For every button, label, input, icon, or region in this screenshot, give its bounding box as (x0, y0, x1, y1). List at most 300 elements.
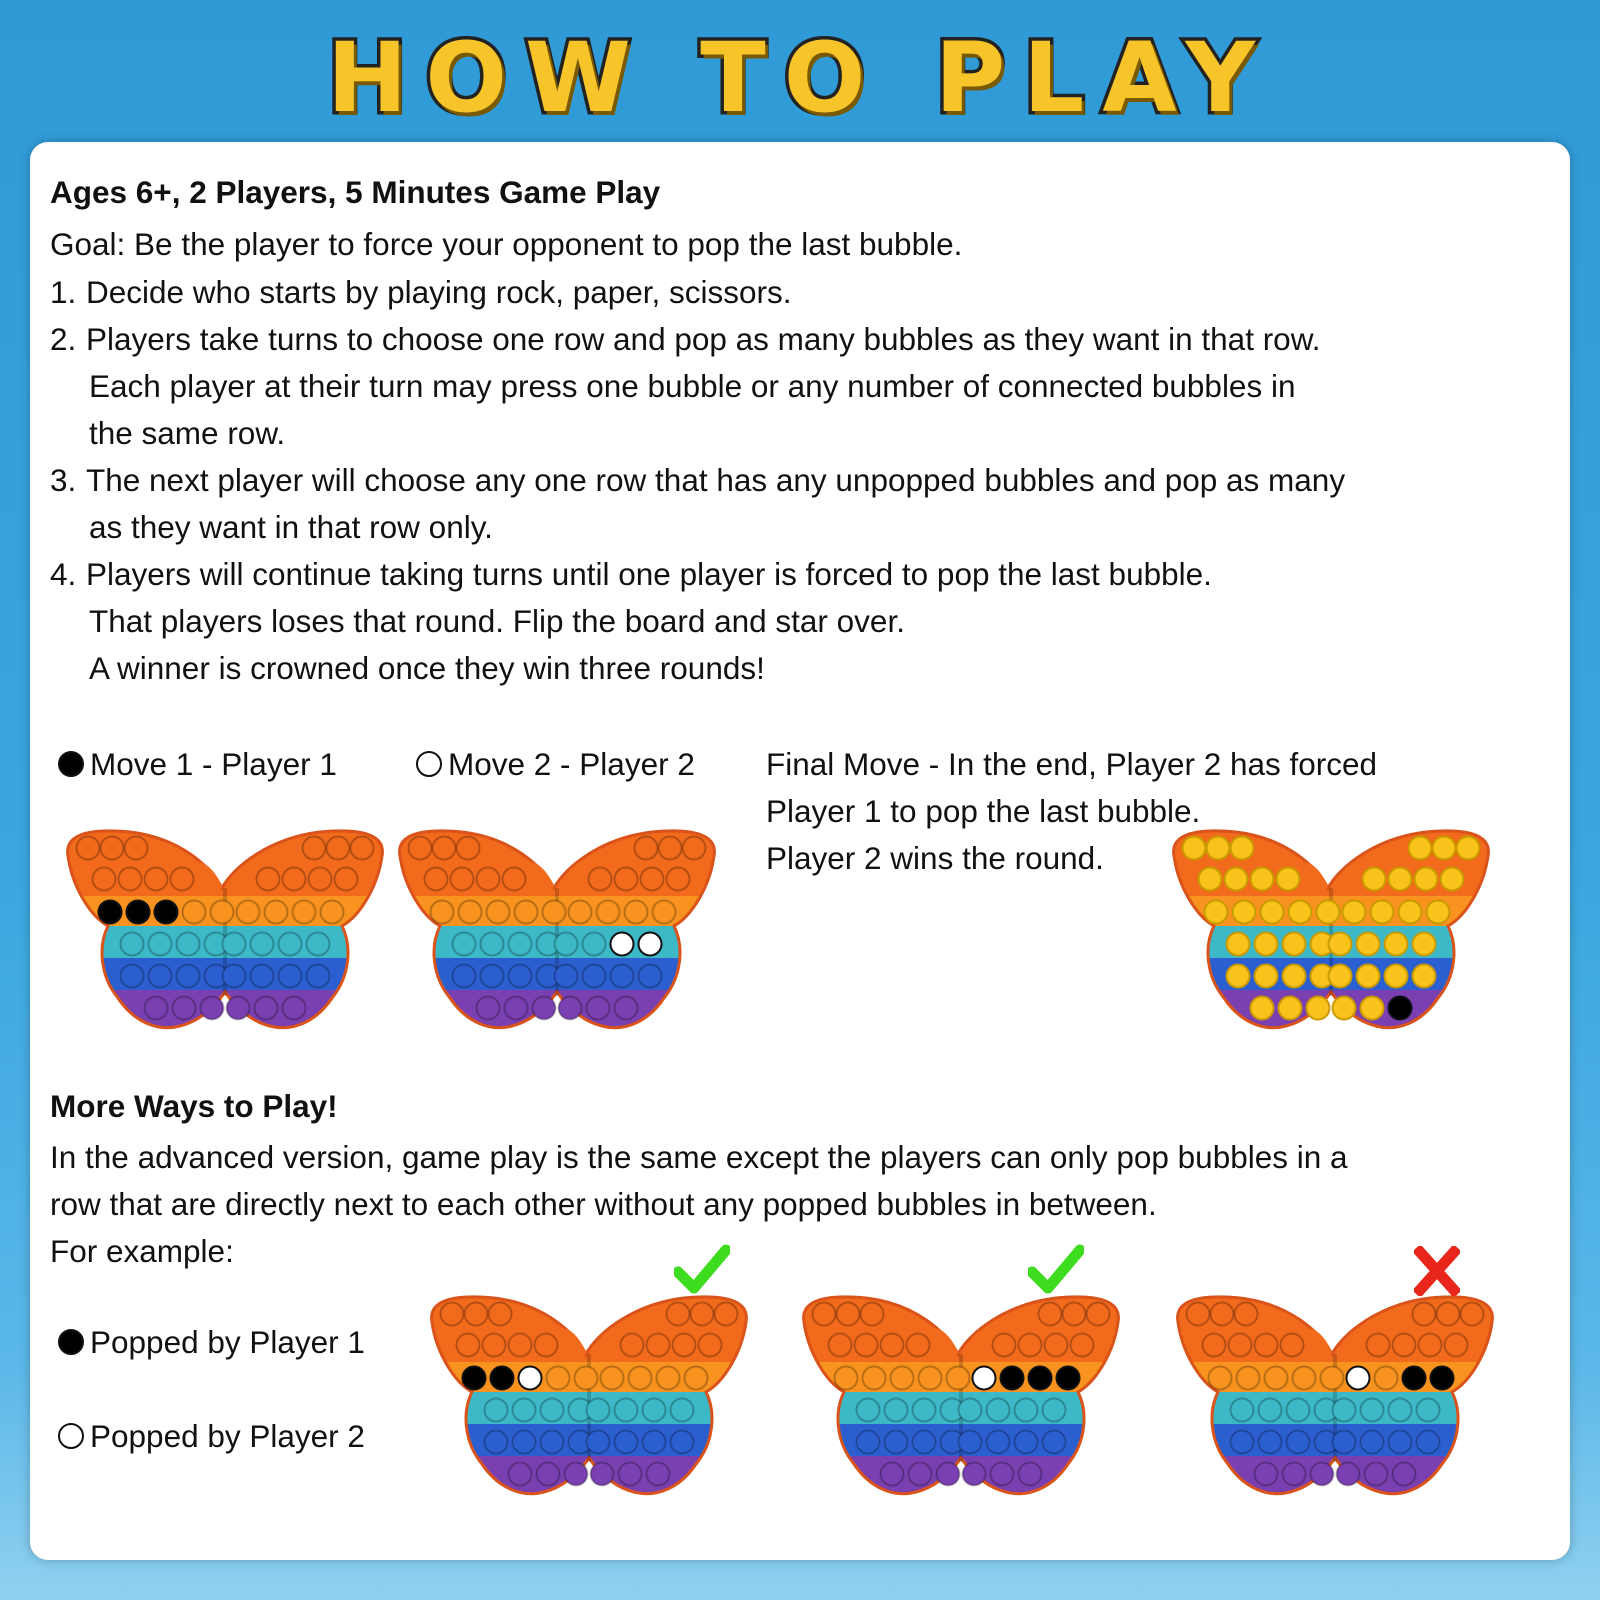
filled-dot-icon (58, 751, 84, 777)
bubble (1371, 901, 1394, 924)
cross-icon (1414, 1246, 1460, 1296)
bubble (483, 1334, 506, 1357)
bubble (1279, 997, 1302, 1020)
bubble (1211, 1303, 1234, 1326)
bubble (537, 1463, 560, 1486)
step-4-number: 4. (50, 556, 77, 592)
bubble (569, 901, 592, 924)
bubble (625, 901, 648, 924)
bubble (555, 965, 578, 988)
butterfly-board-move-2 (392, 826, 722, 1041)
bubble (1087, 1303, 1110, 1326)
bubble (1205, 901, 1228, 924)
step-4-text-line2: That players loses that round. Flip the board and star over. (89, 603, 905, 639)
bubble (1419, 1334, 1442, 1357)
bubble (1293, 1367, 1316, 1390)
step-3-text-line2: as they want in that row only. (89, 509, 493, 545)
bubble (715, 1303, 738, 1326)
bubble (1389, 868, 1412, 891)
bubble (647, 1334, 670, 1357)
bubble (643, 1399, 666, 1422)
bubble (963, 1463, 986, 1486)
bubble (201, 997, 224, 1020)
bubble (481, 933, 504, 956)
bubble (1287, 1399, 1310, 1422)
bubble (431, 901, 454, 924)
legend-player-1 (58, 1318, 365, 1366)
bubble (591, 1463, 614, 1486)
bubble (1461, 1303, 1484, 1326)
bubble (251, 965, 274, 988)
bubble (1415, 868, 1438, 891)
bubble (513, 1431, 536, 1454)
bubble (457, 837, 480, 860)
bubble (615, 868, 638, 891)
bubble (1375, 1367, 1398, 1390)
bubble (1357, 965, 1380, 988)
bubble (1393, 1463, 1416, 1486)
bubble (611, 965, 634, 988)
step-3-number: 3. (50, 462, 77, 498)
bubble (1409, 837, 1432, 860)
bubble (1227, 965, 1250, 988)
bubble (1317, 901, 1340, 924)
bubble (671, 1431, 694, 1454)
bubble (1015, 1431, 1038, 1454)
bubble (509, 933, 532, 956)
bubble (505, 997, 528, 1020)
bubble (463, 1367, 486, 1390)
bubble (1045, 1334, 1068, 1357)
bubble (481, 965, 504, 988)
bubble (1361, 1431, 1384, 1454)
bubble (1385, 933, 1408, 956)
bubble (1457, 837, 1480, 860)
bubble (1437, 1303, 1460, 1326)
bubble (1043, 1431, 1066, 1454)
bubble (1255, 965, 1278, 988)
legend-player-2 (58, 1412, 365, 1460)
bubble (659, 837, 682, 860)
bubble (77, 837, 100, 860)
bubble (1231, 837, 1254, 860)
bubble (857, 1399, 880, 1422)
bubble (1237, 1367, 1260, 1390)
step-1-number: 1. (50, 274, 77, 310)
bubble (425, 868, 448, 891)
bubble (149, 933, 172, 956)
bubble (1403, 1367, 1426, 1390)
bubble (265, 901, 288, 924)
bubble (1433, 837, 1456, 860)
bubble (1265, 1367, 1288, 1390)
bubble (503, 868, 526, 891)
bubble (509, 965, 532, 988)
bubble (451, 868, 474, 891)
bubble (913, 1399, 936, 1422)
final-move-text-line3: Player 2 wins the round. (766, 840, 1104, 876)
bubble (1431, 1367, 1454, 1390)
bubble (1229, 1334, 1252, 1357)
bubble (987, 1399, 1010, 1422)
bubble (183, 901, 206, 924)
bubble (555, 933, 578, 956)
bubble (891, 1367, 914, 1390)
bubble (477, 868, 500, 891)
bubble (307, 965, 330, 988)
bubble (433, 837, 456, 860)
bubble (1227, 933, 1250, 956)
bubble (1209, 1367, 1232, 1390)
bubble (611, 933, 634, 956)
bubble (835, 1367, 858, 1390)
bubble (1311, 1463, 1334, 1486)
bubble (321, 901, 344, 924)
step-2-number: 2. (50, 321, 77, 357)
bubble (1413, 1303, 1436, 1326)
bubble (1251, 868, 1274, 891)
bubble (223, 965, 246, 988)
bubble (223, 933, 246, 956)
bubble (937, 1463, 960, 1486)
bubble (1417, 1399, 1440, 1422)
bubble (1393, 1334, 1416, 1357)
bubble (653, 901, 676, 924)
move-1-label: Move 1 - Player 1 (90, 746, 337, 782)
butterfly-board-final-move (1166, 826, 1496, 1041)
bubble (1363, 868, 1386, 891)
move-2-label: Move 2 - Player 2 (448, 746, 695, 782)
bubble (1321, 1367, 1344, 1390)
bubble (283, 997, 306, 1020)
step-1-text: Decide who starts by playing rock, paper, scissors. (86, 274, 792, 310)
bubble (119, 868, 142, 891)
bubble (1071, 1334, 1094, 1357)
bubble (615, 1431, 638, 1454)
legend-player-1-label: Popped by Player 1 (90, 1324, 365, 1360)
step-2-text: Players take turns to choose one row and pop as many bubbles as they want in that row. (86, 321, 1321, 357)
bubble (1389, 997, 1412, 1020)
bubble (565, 1463, 588, 1486)
bubble (171, 868, 194, 891)
bubble (1057, 1367, 1080, 1390)
bubble (485, 1431, 508, 1454)
bubble (885, 1399, 908, 1422)
bubble (1307, 997, 1330, 1020)
empty-dot-icon (416, 751, 442, 777)
bubble (1019, 1334, 1042, 1357)
bubble (1445, 1334, 1468, 1357)
bubble (155, 901, 178, 924)
bubble (177, 965, 200, 988)
bubble (863, 1367, 886, 1390)
empty-dot-icon (58, 1423, 84, 1449)
butterfly-board-move-1 (60, 826, 390, 1041)
bubble (973, 1367, 996, 1390)
bubble (1207, 837, 1230, 860)
bubble (307, 933, 330, 956)
bubble (309, 868, 332, 891)
bubble (885, 1431, 908, 1454)
bubble (1039, 1303, 1062, 1326)
bubble (881, 1334, 904, 1357)
bubble (283, 868, 306, 891)
bubble (685, 1367, 708, 1390)
bubble (1015, 1399, 1038, 1422)
bubble (293, 901, 316, 924)
bubble (515, 901, 538, 924)
bubble (459, 901, 482, 924)
bubble (1255, 1334, 1278, 1357)
bubble (667, 1303, 690, 1326)
bubble (1283, 1463, 1306, 1486)
bubble (615, 1399, 638, 1422)
bubble (485, 1399, 508, 1422)
bubble (487, 901, 510, 924)
advanced-text-line2: row that are directly next to each other without any popped bubbles in between. (50, 1186, 1157, 1222)
bubble (101, 837, 124, 860)
step-2-text-line2: Each player at their turn may press one bubble or any number of connected bubbles in (89, 368, 1296, 404)
bubble (589, 868, 612, 891)
bubble (643, 1431, 666, 1454)
bubble (913, 1431, 936, 1454)
bubble (1329, 965, 1352, 988)
bubble (173, 997, 196, 1020)
bubble (145, 997, 168, 1020)
bubble (127, 901, 150, 924)
bubble (533, 997, 556, 1020)
example-label: For example: (50, 1233, 234, 1269)
bubble (601, 1367, 624, 1390)
bubble (251, 933, 274, 956)
bubble (1413, 933, 1436, 956)
move-1-caption (58, 740, 337, 788)
bubble (457, 1334, 480, 1357)
bubble (335, 868, 358, 891)
bubble (683, 837, 706, 860)
check-icon (674, 1244, 730, 1296)
bubble (149, 965, 172, 988)
bubble (491, 1367, 514, 1390)
bubble (667, 868, 690, 891)
bubble (237, 901, 260, 924)
final-move-text: Final Move - In the end, Player 2 has forced (766, 746, 1378, 782)
bubble (829, 1334, 852, 1357)
bubble (279, 965, 302, 988)
bubble (1357, 933, 1380, 956)
bubble (837, 1303, 860, 1326)
bubble (583, 933, 606, 956)
bubble (535, 1334, 558, 1357)
bubble (907, 1334, 930, 1357)
bubble (993, 1334, 1016, 1357)
bubble (691, 1303, 714, 1326)
bubble (635, 837, 658, 860)
move-2-caption (416, 740, 695, 788)
bubble (145, 868, 168, 891)
bubble (257, 868, 280, 891)
bubble (1333, 1431, 1356, 1454)
bubble (1283, 965, 1306, 988)
page-title: HOW TO PLAY (327, 22, 1273, 134)
bubble (1251, 997, 1274, 1020)
bubble (541, 1431, 564, 1454)
butterfly-board-example-2 (796, 1292, 1126, 1507)
bubble (303, 837, 326, 860)
bubble (909, 1463, 932, 1486)
bubble (947, 1367, 970, 1390)
bubble (1413, 965, 1436, 988)
bubble (855, 1334, 878, 1357)
bubble (121, 965, 144, 988)
legend-player-2-label: Popped by Player 2 (90, 1418, 365, 1454)
bubble (959, 1399, 982, 1422)
final-move-text-line2: Player 1 to pop the last bubble. (766, 793, 1201, 829)
bubble (861, 1303, 884, 1326)
bubble (639, 933, 662, 956)
bubble (121, 933, 144, 956)
bubble (629, 1367, 652, 1390)
bubble (465, 1303, 488, 1326)
bubble (543, 901, 566, 924)
bubble (587, 997, 610, 1020)
bubble (1225, 868, 1248, 891)
bubble (509, 1334, 532, 1357)
bubble (541, 1399, 564, 1422)
bubble (991, 1463, 1014, 1486)
bubble (959, 1431, 982, 1454)
step-4-text-line3: A winner is crowned once they win three rounds! (89, 650, 765, 686)
bubble (1187, 1303, 1210, 1326)
bubble (1337, 1463, 1360, 1486)
bubble (441, 1303, 464, 1326)
bubble (583, 965, 606, 988)
bubble (453, 965, 476, 988)
bubble (1389, 1399, 1412, 1422)
bubble (1427, 901, 1450, 924)
bubble (1255, 1463, 1278, 1486)
bubble (1367, 1334, 1390, 1357)
bubble (575, 1367, 598, 1390)
bubble (1203, 1334, 1226, 1357)
bubble (1333, 1399, 1356, 1422)
check-icon (1028, 1244, 1084, 1296)
bubble (177, 933, 200, 956)
advanced-text: In the advanced version, game play is the same except the players can only pop bubbles in a (50, 1139, 1348, 1175)
bubble (639, 965, 662, 988)
bubble (587, 1431, 610, 1454)
bubble (1183, 837, 1206, 860)
bubble (1261, 901, 1284, 924)
bubble (987, 1431, 1010, 1454)
bubble (351, 837, 374, 860)
bubble (657, 1367, 680, 1390)
bubble (1235, 1303, 1258, 1326)
bubble (1389, 1431, 1412, 1454)
step-2-text-line3: the same row. (89, 415, 286, 451)
bubble (93, 868, 116, 891)
bubble (1289, 901, 1312, 924)
bubble (1347, 1367, 1370, 1390)
bubble (227, 997, 250, 1020)
step-4-text: Players will continue taking turns until one player is forced to pop the last bubble. (86, 556, 1212, 592)
bubble (1399, 901, 1422, 924)
bubble (1277, 868, 1300, 891)
bubble (1259, 1399, 1282, 1422)
bubble (1361, 1399, 1384, 1422)
bubble (1233, 901, 1256, 924)
bubble (1259, 1431, 1282, 1454)
bubble (1281, 1334, 1304, 1357)
bubble (597, 901, 620, 924)
bubble (641, 868, 664, 891)
bubble (1287, 1431, 1310, 1454)
bubble (1019, 1463, 1042, 1486)
bubble (559, 997, 582, 1020)
bubble (519, 1367, 542, 1390)
bubble (1329, 933, 1352, 956)
game-info-heading: Ages 6+, 2 Players, 5 Minutes Game Play (50, 174, 661, 210)
bubble (99, 901, 122, 924)
bubble (1255, 933, 1278, 956)
more-ways-heading: More Ways to Play! (50, 1088, 338, 1124)
bubble (1343, 901, 1366, 924)
bubble (919, 1367, 942, 1390)
bubble (587, 1399, 610, 1422)
bubble (211, 901, 234, 924)
bubble (1361, 997, 1384, 1020)
bubble (1199, 868, 1222, 891)
butterfly-board-example-1 (424, 1292, 754, 1507)
bubble (857, 1431, 880, 1454)
bubble (1043, 1399, 1066, 1422)
bubble (477, 997, 500, 1020)
bubble (509, 1463, 532, 1486)
step-3-text: The next player will choose any one row that has any unpopped bubbles and pop as many (86, 462, 1346, 498)
bubble (1063, 1303, 1086, 1326)
bubble (1417, 1431, 1440, 1454)
bubble (1001, 1367, 1024, 1390)
bubble (453, 933, 476, 956)
bubble (1441, 868, 1464, 891)
bubble (621, 1334, 644, 1357)
bubble (547, 1367, 570, 1390)
bubble (619, 1463, 642, 1486)
bubble (255, 997, 278, 1020)
goal-text: Goal: Be the player to force your opponent to pop the last bubble. (50, 226, 963, 262)
bubble (881, 1463, 904, 1486)
bubble (615, 997, 638, 1020)
bubble (125, 837, 148, 860)
bubble (1231, 1399, 1254, 1422)
bubble (1029, 1367, 1052, 1390)
bubble (409, 837, 432, 860)
bubble (647, 1463, 670, 1486)
bubble (327, 837, 350, 860)
bubble (1365, 1463, 1388, 1486)
bubble (513, 1399, 536, 1422)
bubble (1231, 1431, 1254, 1454)
bubble (699, 1334, 722, 1357)
bubble (671, 1399, 694, 1422)
bubble (279, 933, 302, 956)
bubble (489, 1303, 512, 1326)
butterfly-board-example-3 (1170, 1292, 1500, 1507)
bubble (1385, 965, 1408, 988)
bubble (813, 1303, 836, 1326)
bubble (1333, 997, 1356, 1020)
filled-dot-icon (58, 1329, 84, 1355)
